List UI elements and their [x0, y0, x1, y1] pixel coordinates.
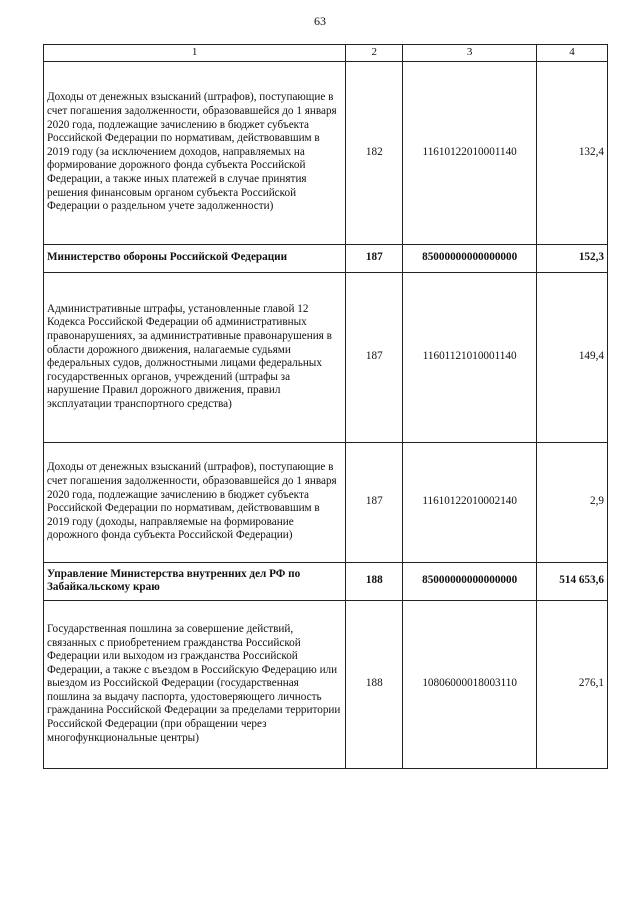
column-header: 1 — [44, 45, 346, 62]
row-description: Государственная пошлина за совершение действий, связанных с приобретением гражданства Российской Федерации или выходом из гражданства Российской Федерации, а также с въездом в Российскую Федерацию или выездом из Российской Федерации (государственная пошлина за выдачу паспорта, удостоверяющего личность гражданина Российской Федерации за пределами территории Российской Федерации (при обращении через многофункциональные центры) — [44, 600, 346, 768]
row-description: Доходы от денежных взысканий (штрафов), поступающие в счет погашения задолженности, образовавшейся до 1 января 2020 года, подлежащие зачислению в бюджет субъекта Российской Федерации по нормативам, действовавшим в 2019 году (за исключением доходов, направляемых на формирование дорожного фонда субъекта Российской Федерации, а также иных платежей в случае принятия решения финансовым органом субъекта Российской Федерации о раздельном учете задолженности) — [44, 61, 346, 244]
row-amount: 152,3 — [537, 244, 608, 272]
row-amount: 2,9 — [537, 442, 608, 562]
row-amount: 514 653,6 — [537, 562, 608, 600]
row-admin-code: 187 — [346, 442, 403, 562]
row-description: Административные штрафы, установленные главой 12 Кодекса Российской Федерации об административных правонарушениях, за административные правонарушения в области дорожного движения, налагаемые судьями федеральных судов, должностными лицами федеральных государственных органов, учреждений (штрафы за нарушение Правил дорожного движения, правил эксплуатации транспортного средства) — [44, 272, 346, 442]
row-kbk: 10806000018003110 — [403, 600, 537, 768]
row-admin-code: 182 — [346, 61, 403, 244]
row-kbk: 85000000000000000 — [403, 244, 537, 272]
row-kbk: 11610122010002140 — [403, 442, 537, 562]
row-kbk: 11610122010001140 — [403, 61, 537, 244]
column-header: 3 — [403, 45, 537, 62]
row-admin-code: 187 — [346, 244, 403, 272]
row-amount: 132,4 — [537, 61, 608, 244]
row-admin-code: 187 — [346, 272, 403, 442]
table-row — [44, 244, 608, 272]
table-header-row — [44, 45, 608, 62]
revenue-table — [43, 44, 608, 769]
row-description: Министерство обороны Российской Федерации — [44, 244, 346, 272]
row-description: Управление Министерства внутренних дел РФ по Забайкальскому краю — [44, 562, 346, 600]
column-header: 2 — [346, 45, 403, 62]
table-row — [44, 600, 608, 768]
row-kbk: 11601121010001140 — [403, 272, 537, 442]
page-number: 63 — [314, 14, 326, 28]
column-header: 4 — [537, 45, 608, 62]
row-admin-code: 188 — [346, 562, 403, 600]
row-description: Доходы от денежных взысканий (штрафов), поступающие в счет погашения задолженности, образовавшейся до 1 января 2020 года, подлежащие зачислению в бюджет субъекта Российской Федерации по нормативам, действовавшим в 2019 году (доходы, направляемые на формирование дорожного фонда субъекта Российской Федерации) — [44, 442, 346, 562]
table-row — [44, 562, 608, 600]
table-row — [44, 442, 608, 562]
row-amount: 276,1 — [537, 600, 608, 768]
row-amount: 149,4 — [537, 272, 608, 442]
table-row — [44, 61, 608, 244]
table-row — [44, 272, 608, 442]
row-admin-code: 188 — [346, 600, 403, 768]
row-kbk: 85000000000000000 — [403, 562, 537, 600]
